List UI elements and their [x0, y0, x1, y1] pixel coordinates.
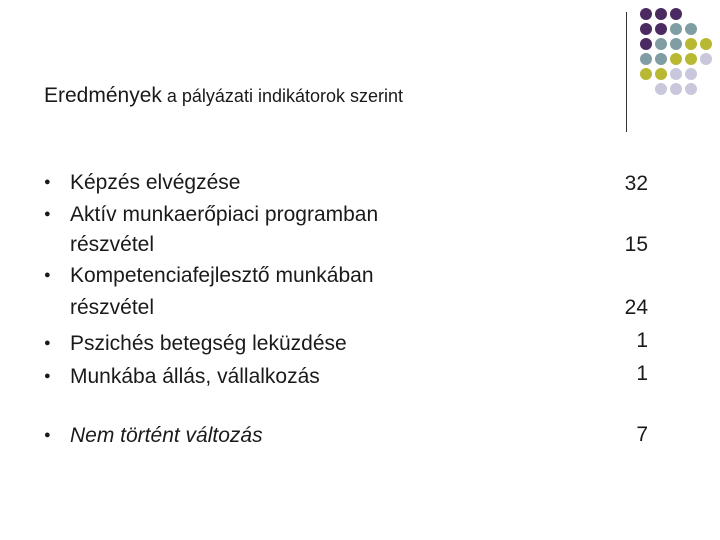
bullet-icon: ●: [44, 337, 51, 349]
slide-title: [44, 84, 403, 108]
item-text: Képzés elvégzése: [70, 171, 241, 194]
decor-divider-line: [626, 12, 627, 132]
decor-dot: [655, 53, 667, 65]
decor-dot: [670, 83, 682, 95]
decor-dot: [640, 38, 652, 50]
item-value: 1: [636, 329, 648, 352]
item-text-continuation: részvétel: [70, 296, 155, 319]
decor-dot: [670, 53, 682, 65]
item-value: 7: [636, 423, 648, 446]
decor-dot: [685, 68, 697, 80]
decor-dot: [640, 8, 652, 20]
bullet-icon: ●: [44, 208, 51, 220]
item-text: Pszichés betegség leküzdése: [70, 332, 347, 355]
bullet-icon: ●: [44, 429, 51, 441]
decor-dot: [685, 83, 697, 95]
decor-dot: [655, 83, 667, 95]
decor-dot: [655, 38, 667, 50]
decor-dot: [700, 53, 712, 65]
item-text: Nem történt változás: [70, 424, 263, 447]
decor-dot: [640, 23, 652, 35]
decor-dot: [700, 38, 712, 50]
decor-dot: [670, 8, 682, 20]
bullet-icon: ●: [44, 370, 51, 382]
decor-dot: [640, 68, 652, 80]
decor-dot: [655, 68, 667, 80]
item-value: 24: [624, 296, 648, 319]
item-value: 1: [636, 362, 648, 385]
item-value: 32: [624, 172, 648, 195]
decor-dot: [670, 38, 682, 50]
item-text: Munkába állás, vállalkozás: [70, 365, 320, 388]
bullet-icon: ●: [44, 269, 51, 281]
title-sub: a pályázati indikátorok szerint: [161, 86, 404, 106]
bullet-icon: ●: [44, 176, 51, 188]
decor-dot-grid: [640, 8, 720, 118]
decor-dot: [685, 38, 697, 50]
item-value: 15: [624, 233, 648, 256]
decor-dot: [640, 53, 652, 65]
item-text-continuation: részvétel: [70, 233, 155, 256]
item-text: Aktív munkaerőpiaci programban: [70, 203, 379, 226]
title-main: Eredmények: [44, 84, 162, 107]
decor-dot: [685, 53, 697, 65]
decor-dot: [670, 23, 682, 35]
decor-dot: [670, 68, 682, 80]
decor-dot: [655, 23, 667, 35]
decor-dot: [655, 8, 667, 20]
decor-dot: [685, 23, 697, 35]
item-text: Kompetenciafejlesztő munkában: [70, 264, 374, 287]
